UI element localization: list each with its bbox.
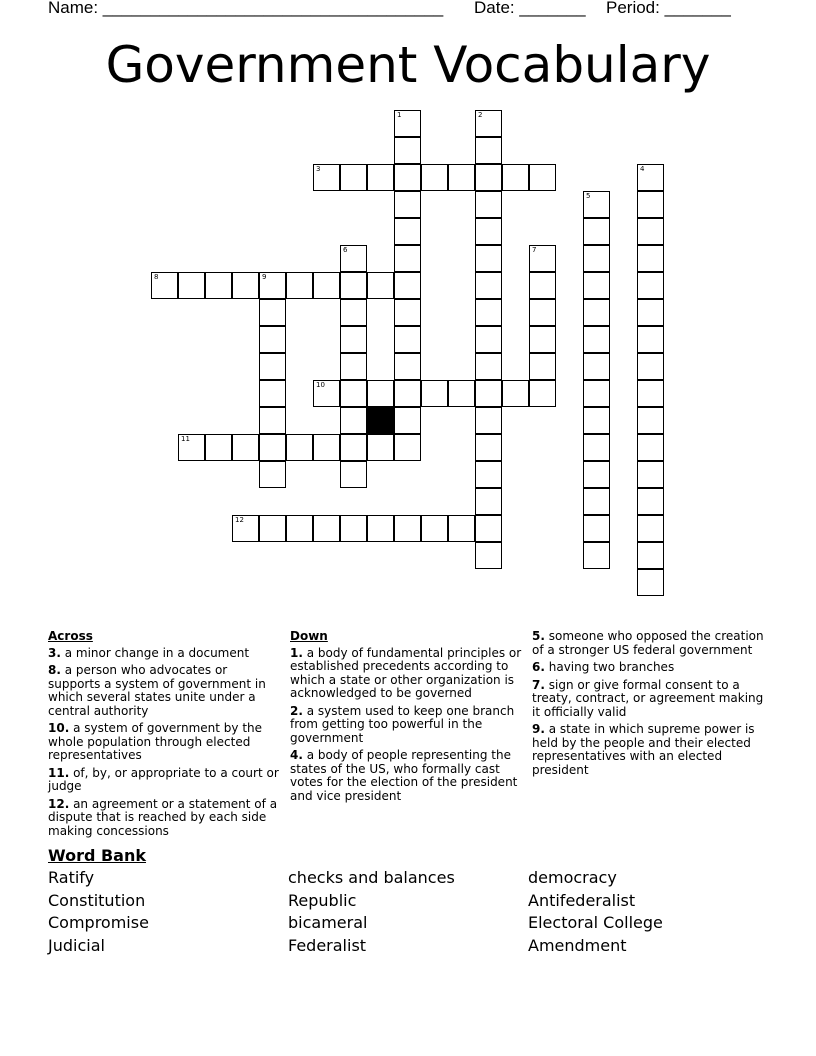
crossword-cell[interactable] [529, 353, 556, 380]
crossword-cell[interactable] [502, 164, 529, 191]
crossword-cell[interactable] [232, 434, 259, 461]
crossword-cell[interactable] [583, 272, 610, 299]
word-bank-item: Amendment [528, 935, 627, 955]
clue-number: 1 [397, 111, 402, 119]
crossword-cell[interactable] [367, 434, 394, 461]
crossword-cell[interactable] [394, 191, 421, 218]
crossword-cell[interactable] [475, 461, 502, 488]
crossword-cell[interactable] [151, 272, 178, 299]
word-bank-item: checks and balances [288, 868, 455, 887]
crossword-cell[interactable] [259, 434, 286, 461]
crossword-cell[interactable] [205, 434, 232, 461]
crossword-cell[interactable] [394, 110, 421, 137]
clue-text: a minor change in a document [60, 645, 250, 660]
clue-number-label: 8. [48, 663, 61, 677]
crossword-cell[interactable] [178, 434, 205, 461]
crossword-cell[interactable] [637, 380, 664, 407]
crossword-cell[interactable] [475, 434, 502, 461]
crossword-cell[interactable] [637, 515, 664, 542]
crossword-cell[interactable] [421, 164, 448, 191]
clue-number: 8 [154, 273, 159, 281]
crossword-cell[interactable] [340, 380, 367, 407]
clue-number: 9 [262, 273, 267, 281]
clue-text: a person who advocates or supports a system of government in which several states unite under a central authority [48, 663, 266, 718]
crossword-cell[interactable] [583, 326, 610, 353]
clue-number-label: 7. [532, 677, 545, 692]
crossword-cell[interactable] [394, 299, 421, 326]
word-bank-item: Federalist [288, 935, 367, 955]
crossword-cell[interactable] [583, 542, 610, 569]
word-bank-column-3 [528, 867, 663, 957]
clue-number: 2 [478, 111, 483, 119]
crossword-cell[interactable] [637, 542, 664, 569]
across-clue [48, 798, 280, 839]
crossword-cell[interactable] [637, 299, 664, 326]
across-clue [48, 664, 280, 718]
name-field[interactable]: Name: ____________________________________ [48, 0, 444, 17]
clue-number: 10 [316, 381, 325, 389]
down-clue [290, 749, 524, 803]
crossword-cell[interactable] [475, 272, 502, 299]
crossword-cell[interactable] [637, 326, 664, 353]
clue-text: an agreement or a statement of a dispute that is reached by each side making concessions [48, 796, 278, 838]
crossword-cell[interactable] [475, 353, 502, 380]
clue-text: of, by, or appropriate to a court or judge [48, 765, 279, 793]
crossword-cell[interactable] [367, 515, 394, 542]
crossword-cell[interactable] [394, 326, 421, 353]
crossword-cell[interactable] [583, 407, 610, 434]
crossword-cell[interactable] [313, 164, 340, 191]
crossword-cell[interactable] [583, 488, 610, 515]
crossword-cell[interactable] [313, 434, 340, 461]
word-bank-title: Word Bank [48, 846, 147, 865]
crossword-cell[interactable] [637, 272, 664, 299]
down-clue [532, 679, 772, 720]
clue-number: 12 [235, 516, 244, 524]
crossword-cell[interactable] [259, 272, 286, 299]
word-bank-item: democracy [528, 868, 617, 887]
word-bank-item: bicameral [288, 913, 368, 933]
crossword-cell[interactable] [394, 245, 421, 272]
crossword-cell[interactable] [583, 353, 610, 380]
crossword-cell[interactable] [286, 515, 313, 542]
crossword-cell[interactable] [637, 569, 664, 596]
crossword-cell[interactable] [394, 137, 421, 164]
crossword-cell[interactable] [205, 272, 232, 299]
crossword-cell[interactable] [529, 326, 556, 353]
clue-number-label: 5. [532, 629, 545, 643]
date-field[interactable]: Date: _______ [474, 0, 586, 17]
clue-text: a body of fundamental principles or established precedents according to which a state or other organization is acknowledged to be governed [290, 645, 522, 700]
crossword-cell[interactable] [475, 515, 502, 542]
crossword-cell[interactable] [637, 353, 664, 380]
word-bank-item: Antifederalist [528, 890, 636, 910]
crossword-cell[interactable] [340, 164, 367, 191]
word-bank-item: Republic [288, 890, 357, 910]
clue-number-label: 1. [290, 645, 303, 660]
clue-text: a system of government by the whole population through elected representatives [48, 721, 263, 762]
crossword-cell[interactable] [313, 515, 340, 542]
clue-number-label: 3. [48, 645, 61, 660]
crossword-cell[interactable] [529, 245, 556, 272]
crossword-cell[interactable] [637, 461, 664, 488]
crossword-cell[interactable] [259, 299, 286, 326]
down-clue [290, 705, 524, 746]
crossword-cell[interactable] [502, 380, 529, 407]
crossword-cell[interactable] [475, 380, 502, 407]
crossword-cell[interactable] [367, 380, 394, 407]
crossword-cell[interactable] [475, 191, 502, 218]
clue-number: 11 [181, 435, 190, 443]
down-clue [532, 630, 772, 657]
word-bank-item: Judicial [48, 935, 105, 955]
crossword-cell[interactable] [475, 542, 502, 569]
crossword-cell[interactable] [475, 299, 502, 326]
crossword-cell[interactable] [637, 191, 664, 218]
clue-number: 3 [316, 165, 321, 173]
across-clue [48, 767, 280, 794]
page-title: Government Vocabulary [105, 36, 711, 94]
crossword-cell[interactable] [583, 515, 610, 542]
clue-number-label: 12. [48, 796, 70, 811]
crossword-cell[interactable] [259, 515, 286, 542]
crossword-cell[interactable] [529, 272, 556, 299]
crossword-cell[interactable] [286, 272, 313, 299]
crossword-cell[interactable] [475, 245, 502, 272]
crossword-cell[interactable] [448, 164, 475, 191]
crossword-cell[interactable] [394, 434, 421, 461]
across-clues [48, 630, 280, 842]
clue-text: a body of people representing the states of the US, who formally cast votes for the election of the president and vice president [290, 748, 518, 803]
down-clues-continued [532, 630, 772, 781]
crossword-cell[interactable] [232, 272, 259, 299]
crossword-cell[interactable] [340, 299, 367, 326]
clue-number: 6 [343, 246, 348, 254]
crossword-cell[interactable] [583, 434, 610, 461]
down-clue [532, 661, 772, 675]
clue-number-label: 10. [48, 721, 70, 735]
clue-number-label: 11. [48, 765, 70, 780]
crossword-cell[interactable] [583, 380, 610, 407]
crossword-cell[interactable] [583, 245, 610, 272]
clue-text: a state in which supreme power is held by the people and their elected representatives with an elected president [532, 722, 755, 777]
crossword-cell[interactable] [394, 380, 421, 407]
crossword-cell[interactable] [637, 218, 664, 245]
crossword-cell[interactable] [475, 407, 502, 434]
crossword-cell[interactable] [259, 461, 286, 488]
crossword-cell[interactable] [448, 515, 475, 542]
crossword-cell[interactable] [421, 380, 448, 407]
down-clue [532, 723, 772, 777]
word-bank-item: Compromise [48, 913, 149, 933]
clue-number-label: 2. [290, 703, 303, 718]
crossword-cell[interactable] [583, 191, 610, 218]
crossword-cell[interactable] [340, 407, 367, 434]
crossword-cell[interactable] [259, 380, 286, 407]
crossword-cell[interactable] [259, 353, 286, 380]
crossword-cell[interactable] [313, 380, 340, 407]
down-clue [290, 647, 524, 701]
crossword-cell[interactable] [583, 218, 610, 245]
crossword-cell[interactable] [286, 434, 313, 461]
crossword-cell[interactable] [340, 245, 367, 272]
crossword-cell[interactable] [340, 326, 367, 353]
crossword-cell[interactable] [340, 515, 367, 542]
crossword-cell[interactable] [394, 272, 421, 299]
crossword-cell[interactable] [529, 299, 556, 326]
clue-number-label: 9. [532, 722, 545, 736]
crossword-cell[interactable] [475, 164, 502, 191]
word-bank-item: Constitution [48, 890, 146, 910]
across-clue [48, 647, 280, 661]
crossword-cell[interactable] [448, 380, 475, 407]
down-heading: Down [290, 629, 328, 643]
down-clues [290, 630, 524, 807]
clue-number: 4 [640, 165, 645, 173]
period-field[interactable]: Period: _______ [606, 0, 731, 17]
clue-text: a system used to keep one branch from getting too powerful in the government [290, 703, 515, 745]
crossword-cell[interactable] [232, 515, 259, 542]
crossword-cell[interactable] [421, 515, 448, 542]
crossword-cell[interactable] [583, 461, 610, 488]
crossword-cell[interactable] [340, 434, 367, 461]
crossword-cell[interactable] [637, 407, 664, 434]
crossword-cell[interactable] [340, 272, 367, 299]
word-bank-item: Ratify [48, 868, 95, 887]
crossword-cell[interactable] [475, 326, 502, 353]
clue-number: 5 [586, 192, 591, 200]
across-clue [48, 722, 280, 763]
crossword-cell[interactable] [475, 488, 502, 515]
across-heading: Across [48, 629, 93, 643]
crossword-cell[interactable] [394, 353, 421, 380]
crossword-cell[interactable] [637, 434, 664, 461]
crossword-cell[interactable] [367, 272, 394, 299]
crossword-cell[interactable] [637, 245, 664, 272]
crossword-cell[interactable] [475, 110, 502, 137]
clue-number-label: 4. [290, 748, 303, 762]
crossword-cell[interactable] [178, 272, 205, 299]
crossword-cell[interactable] [583, 299, 610, 326]
crossword-cell[interactable] [367, 164, 394, 191]
crossword-cell[interactable] [475, 218, 502, 245]
crossword-cell[interactable] [529, 380, 556, 407]
clue-number-label: 6. [532, 660, 545, 674]
clue-text: sign or give formal consent to a treaty, contract, or agreement making it officially valid [532, 677, 764, 719]
crossword-cell[interactable] [394, 515, 421, 542]
crossword-cell[interactable] [394, 164, 421, 191]
crossword-cell[interactable] [340, 461, 367, 488]
crossword-cell[interactable] [259, 326, 286, 353]
word-bank-item: Electoral College [528, 913, 663, 933]
crossword-cell[interactable] [340, 353, 367, 380]
crossword-cell[interactable] [259, 407, 286, 434]
clue-number: 7 [532, 246, 537, 254]
word-bank-column-1 [48, 867, 149, 957]
clue-text: someone who opposed the creation of a stronger US federal government [532, 629, 764, 657]
clue-text: having two branches [544, 660, 675, 674]
crossword-cell[interactable] [637, 164, 664, 191]
crossword-cell[interactable] [637, 488, 664, 515]
black-cell [367, 407, 394, 434]
word-bank-column-2 [288, 867, 455, 957]
crossword-cell[interactable] [313, 272, 340, 299]
crossword-cell[interactable] [394, 218, 421, 245]
crossword-cell[interactable] [475, 137, 502, 164]
crossword-cell[interactable] [529, 164, 556, 191]
crossword-cell[interactable] [394, 407, 421, 434]
